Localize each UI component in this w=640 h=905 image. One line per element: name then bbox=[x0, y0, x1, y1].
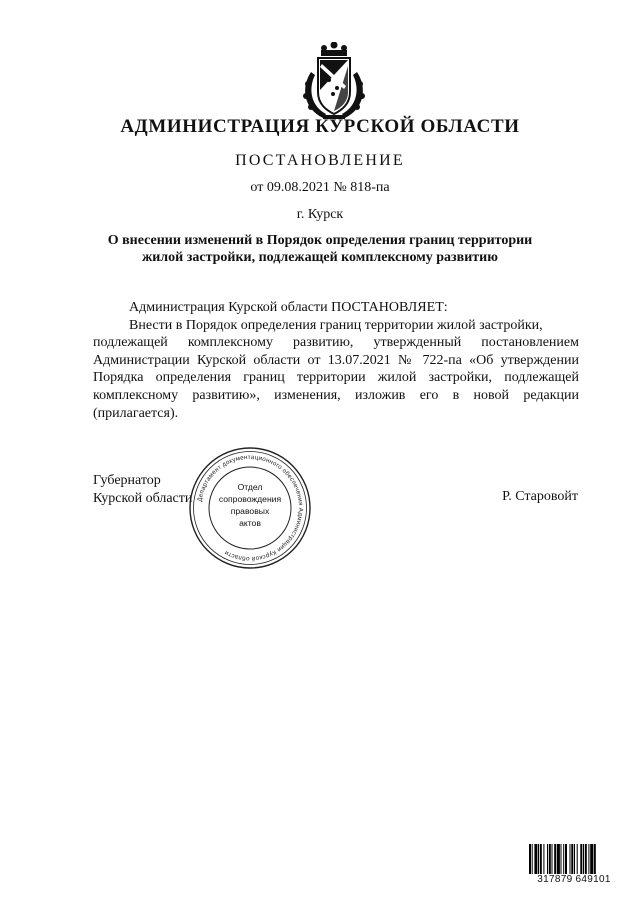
barcode-bar bbox=[585, 844, 587, 874]
barcode-bar bbox=[534, 844, 537, 874]
stamp-center-text: правовых bbox=[230, 506, 270, 516]
document-type: ПОСТАНОВЛЕНИЕ bbox=[235, 152, 405, 169]
signer-title-line: Губернатор bbox=[93, 473, 161, 488]
document-date-number: от 09.08.2021 № 818-па bbox=[250, 180, 390, 195]
barcode-bar bbox=[532, 844, 533, 874]
barcode-bar bbox=[571, 844, 573, 874]
document-city: г. Курск bbox=[296, 207, 344, 222]
body-line: (прилагается). bbox=[93, 405, 179, 421]
barcode-bar bbox=[529, 844, 531, 874]
stamp-ring-text: Департамент документационного обеспечения Администрации Курской области bbox=[196, 453, 305, 563]
barcode-bar bbox=[552, 844, 553, 874]
barcode bbox=[529, 844, 619, 874]
barcode-bar bbox=[554, 844, 556, 874]
signer-title bbox=[93, 472, 192, 507]
stamp-center-text: Отдел bbox=[237, 482, 263, 492]
body-main-paragraph bbox=[93, 317, 579, 335]
document-subject bbox=[70, 232, 570, 266]
body-line: Порядка определения границ территории жилой застройки, подлежащей bbox=[93, 370, 579, 386]
barcode-bar bbox=[538, 844, 539, 874]
body-line: Администрации Курской области от 13.07.2021 № 722-па «Об утверждении bbox=[93, 352, 579, 368]
body-line: подлежащей комплексному развитию, утвержденный постановлением bbox=[93, 335, 579, 351]
official-stamp bbox=[188, 446, 312, 570]
barcode-bar bbox=[549, 844, 551, 874]
subject-line: жилой застройки, подлежащей комплексному развитию bbox=[142, 250, 498, 265]
barcode-bar bbox=[563, 844, 564, 874]
signer-title-line: Курской области bbox=[93, 490, 193, 506]
body-line: комплексному развитию», изменения, изложив его в новой редакции bbox=[93, 387, 579, 403]
document-body bbox=[93, 299, 579, 422]
barcode-number: 317879 649101 bbox=[537, 874, 611, 885]
barcode-bar bbox=[547, 844, 548, 874]
barcode-bar bbox=[577, 844, 578, 874]
coat-of-arms-icon bbox=[299, 42, 369, 124]
barcode-bar bbox=[543, 844, 544, 874]
body-line: Внести в Порядок определения границ территории жилой застройки, bbox=[129, 317, 543, 333]
barcode-bar bbox=[588, 844, 589, 874]
barcode-bar bbox=[583, 844, 584, 874]
barcode-bar bbox=[557, 844, 560, 874]
stamp-center-text: сопровождения bbox=[218, 494, 282, 504]
barcode-bar bbox=[570, 844, 571, 874]
barcode-bar bbox=[574, 844, 575, 874]
barcode-bar bbox=[561, 844, 562, 874]
barcode-bar bbox=[565, 844, 567, 874]
stamp-center-text: актов bbox=[239, 518, 261, 528]
organization-title: АДМИНИСТРАЦИЯ КУРСКОЙ ОБЛАСТИ bbox=[120, 116, 520, 137]
barcode-bar bbox=[540, 844, 542, 874]
barcode-bar bbox=[594, 844, 596, 874]
signer-name: Р. Старовойт bbox=[502, 489, 578, 504]
barcode-bar bbox=[590, 844, 593, 874]
barcode-bar bbox=[580, 844, 582, 874]
body-intro: Администрация Курской области ПОСТАНОВЛЯЕТ: bbox=[129, 300, 448, 315]
subject-line: О внесении изменений в Порядок определения границ территории bbox=[107, 233, 533, 248]
body-main-continuation bbox=[93, 334, 579, 422]
